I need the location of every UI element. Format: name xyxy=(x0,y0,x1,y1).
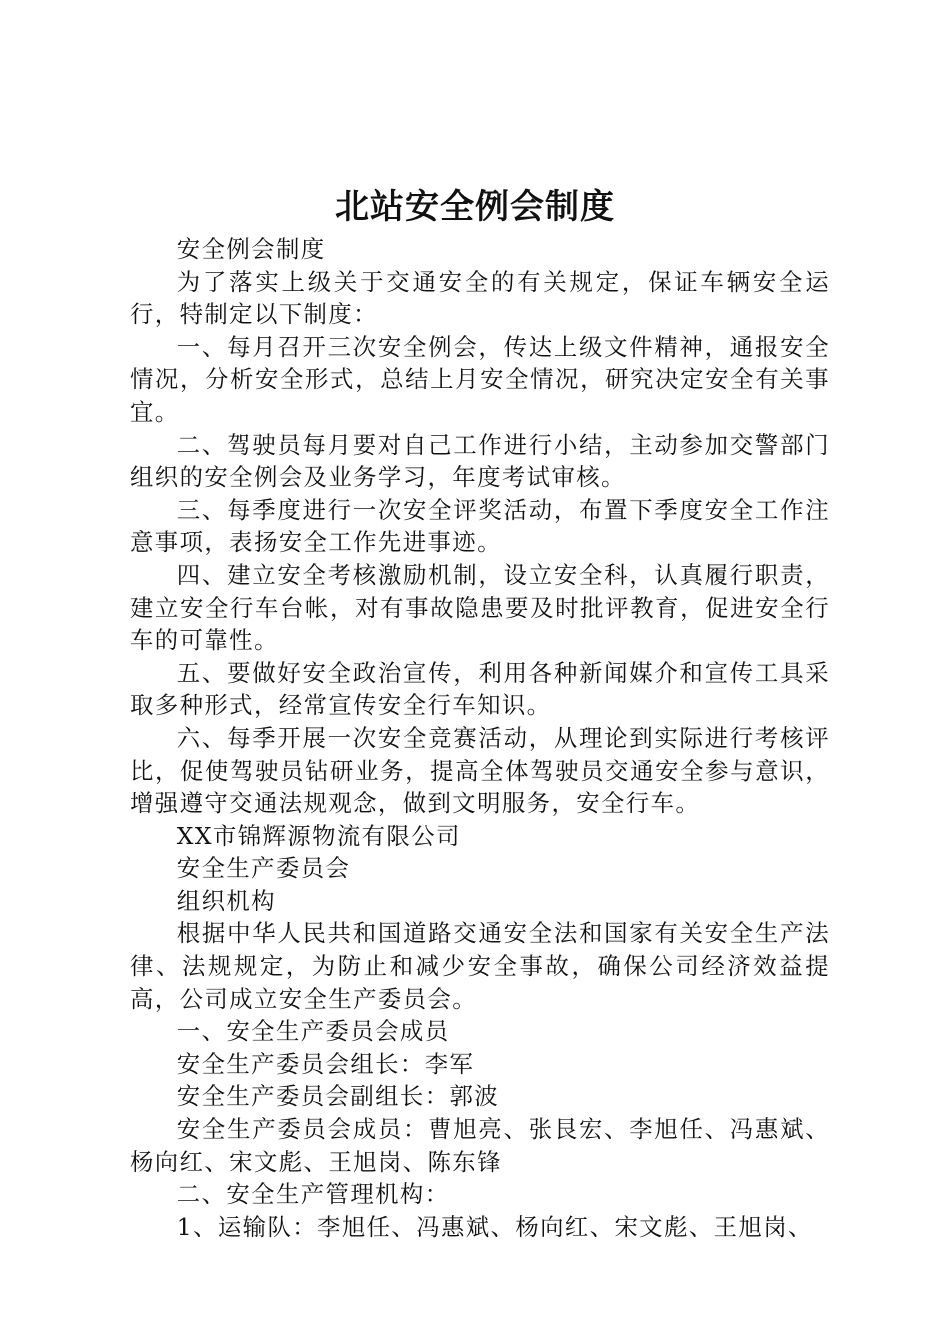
paragraph-rule-3: 三、每季度进行一次安全评奖活动，布置下季度安全工作注意事项，表扬安全工作先进事迹。 xyxy=(130,495,830,557)
document-title: 北站安全例会制度 xyxy=(335,187,615,227)
paragraph-rule-1: 一、每月召开三次安全例会，传达上级文件精神，通报安全情况，分析安全形式，总结上月安全情况，研究决定安全有关事宜。 xyxy=(130,332,830,426)
paragraph-transport-team: 1、运输队：李旭任、冯惠斌、杨向红、宋文彪、王旭岗、 xyxy=(176,1212,813,1241)
paragraph-section-2: 二、安全生产管理机构： xyxy=(176,1180,450,1209)
paragraph-rule-2: 二、驾驶员每月要对自己工作进行小结，主动参加交警部门组织的安全例会及业务学习，年度考试审核。 xyxy=(130,430,830,492)
paragraph-subtitle: 安全例会制度 xyxy=(176,235,326,263)
paragraph-section-1: 一、安全生产委员会成员 xyxy=(176,1017,450,1046)
paragraph-rule-5: 五、要做好安全政治宣传，利用各种新闻媒介和宣传工具采取多种形式，经常宣传安全行车知识。 xyxy=(130,658,830,720)
paragraph-basis: 根据中华人民共和国道路交通安全法和国家有关安全生产法律、法规规定，为防止和减少安全事故，确保公司经济效益提高，公司成立安全生产委员会。 xyxy=(130,919,830,1013)
paragraph-intro: 为了落实上级关于交通安全的有关规定，保证车辆安全运行，特制定以下制度： xyxy=(130,267,830,329)
paragraph-deputy-leader: 安全生产委员会副组长：郭波 xyxy=(176,1082,500,1111)
paragraph-members: 安全生产委员会成员：曹旭亮、张艮宏、李旭任、冯惠斌、杨向红、宋文彪、王旭岗、陈东锋 xyxy=(130,1115,830,1176)
document-body xyxy=(130,233,830,1243)
paragraph-organization: 组织机构 xyxy=(176,886,276,915)
paragraph-committee: 安全生产委员会 xyxy=(176,854,351,883)
paragraph-leader: 安全生产委员会组长：李军 xyxy=(176,1049,475,1078)
paragraph-company: XX市锦辉源物流有限公司 xyxy=(176,821,461,850)
paragraph-rule-4: 四、建立安全考核激励机制，设立安全科，认真履行职责，建立安全行车台帐，对有事故隐患要及时批评教育，促进安全行车的可靠性。 xyxy=(130,560,830,655)
paragraph-rule-6: 六、每季开展一次安全竞赛活动，从理论到实际进行考核评比，促使驾驶员钻研业务，提高全体驾驶员交通安全参与意识，增强遵守交通法规观念，做到文明服务，安全行车。 xyxy=(130,723,830,818)
